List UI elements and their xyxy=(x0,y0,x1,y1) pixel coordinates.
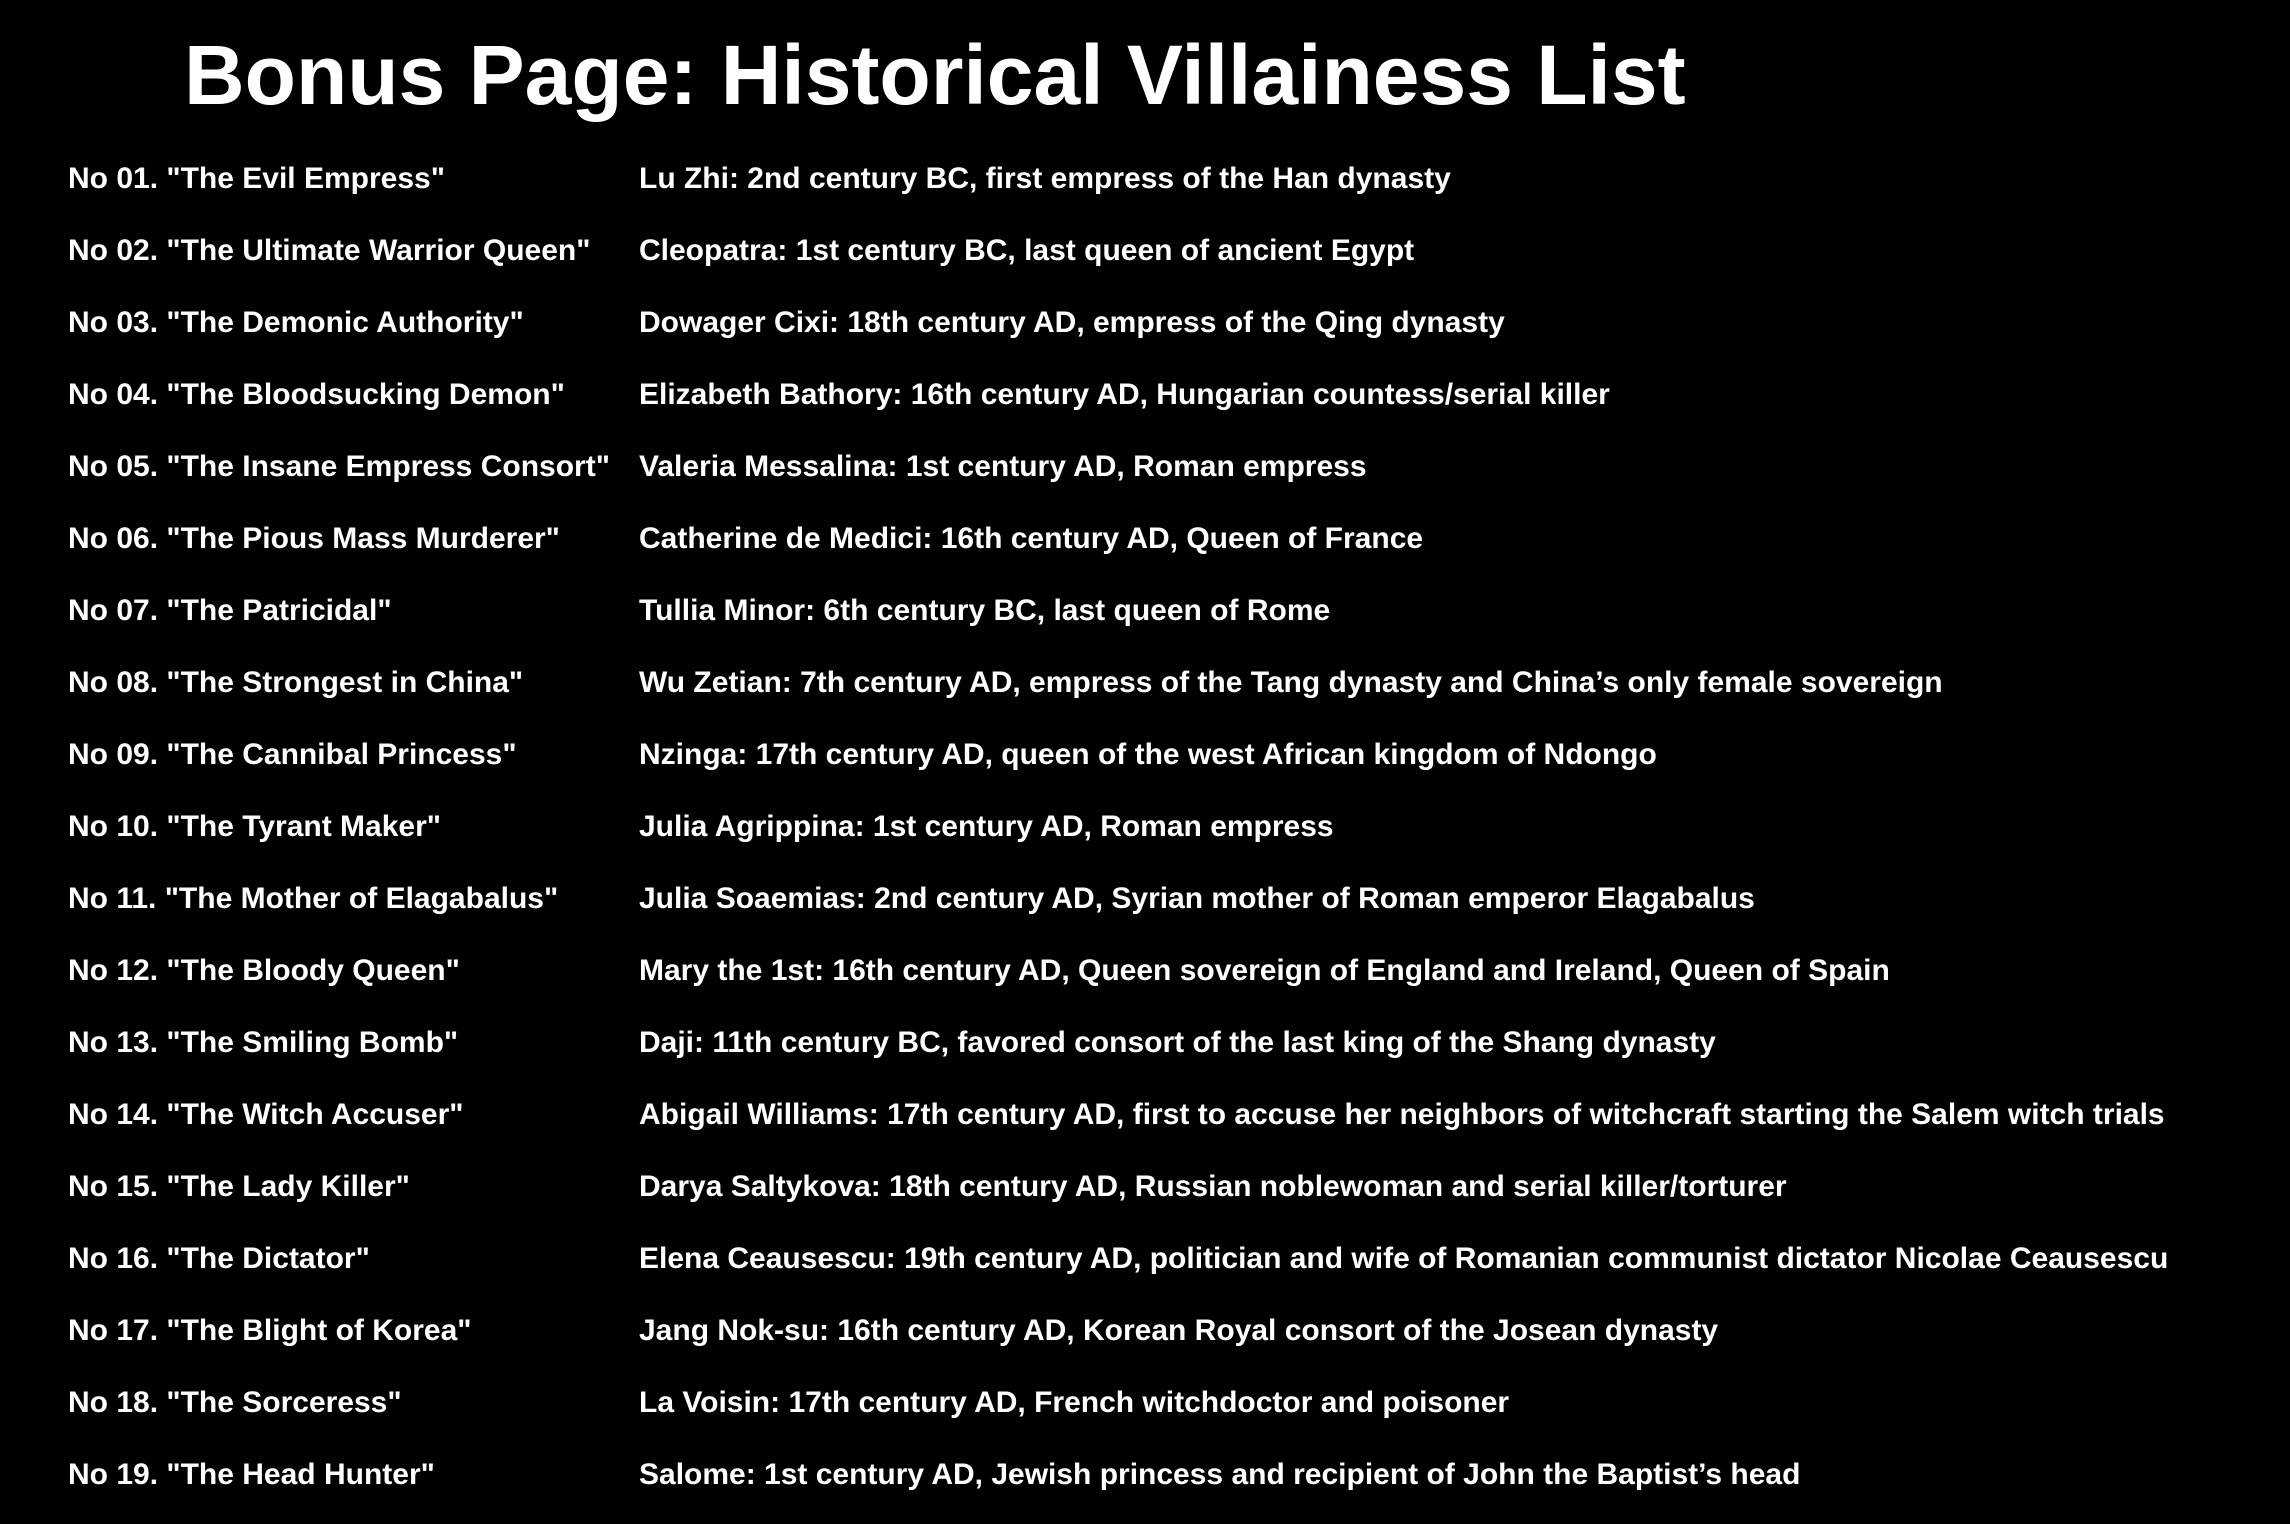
list-item xyxy=(68,660,2268,732)
list-item xyxy=(68,732,2268,804)
villain-epithet: No 09. "The Cannibal Princess" xyxy=(68,738,517,771)
villain-epithet: No 12. "The Bloody Queen" xyxy=(68,954,460,987)
villain-description: Darya Saltykova: 18th century AD, Russian noblewoman and serial killer/torturer xyxy=(639,1170,1787,1203)
villain-description: La Voisin: 17th century AD, French witchdoctor and poisoner xyxy=(639,1386,1510,1419)
villain-epithet: No 16. "The Dictator" xyxy=(68,1242,370,1275)
villain-description: Elizabeth Bathory: 16th century AD, Hungarian countess/serial killer xyxy=(639,378,1610,411)
list-item xyxy=(68,300,2268,372)
villain-epithet: No 05. "The Insane Empress Consort" xyxy=(68,450,610,483)
villain-description: Tullia Minor: 6th century BC, last queen of Rome xyxy=(639,594,1331,627)
villain-epithet: No 08. "The Strongest in China" xyxy=(68,666,524,699)
villain-epithet: No 15. "The Lady Killer" xyxy=(68,1170,410,1203)
villain-description: Wu Zetian: 7th century AD, empress of the Tang dynasty and China’s only female sovereign xyxy=(639,666,1943,699)
villain-description: Cleopatra: 1st century BC, last queen of ancient Egypt xyxy=(639,234,1415,267)
villain-description: Dowager Cixi: 18th century AD, empress of the Qing dynasty xyxy=(639,306,1505,339)
villain-description: Julia Agrippina: 1st century AD, Roman empress xyxy=(639,810,1334,843)
villain-epithet: No 17. "The Blight of Korea" xyxy=(68,1314,472,1347)
list-item xyxy=(68,948,2268,1020)
list-item xyxy=(68,1020,2268,1092)
villain-epithet: No 01. "The Evil Empress" xyxy=(68,162,445,195)
villain-description: Julia Soaemias: 2nd century AD, Syrian mother of Roman emperor Elagabalus xyxy=(639,882,1755,915)
villain-description: Mary the 1st: 16th century AD, Queen sovereign of England and Ireland, Queen of Spain xyxy=(639,954,1890,987)
villain-epithet: No 06. "The Pious Mass Murderer" xyxy=(68,522,560,555)
list-item xyxy=(68,372,2268,444)
villainess-list xyxy=(68,156,2268,1524)
villain-epithet: No 11. "The Mother of Elagabalus" xyxy=(68,882,559,915)
list-item xyxy=(68,1236,2268,1308)
villain-epithet: No 13. "The Smiling Bomb" xyxy=(68,1026,459,1059)
villain-epithet: No 19. "The Head Hunter" xyxy=(68,1458,435,1491)
list-item xyxy=(68,444,2268,516)
list-item xyxy=(68,228,2268,300)
villain-description: Jang Nok-su: 16th century AD, Korean Royal consort of the Josean dynasty xyxy=(639,1314,1719,1347)
villain-description: Valeria Messalina: 1st century AD, Roman empress xyxy=(639,450,1367,483)
villain-description: Elena Ceausescu: 19th century AD, politician and wife of Romanian communist dictator Nicolae Ceausescu xyxy=(639,1242,2169,1275)
villain-description: Catherine de Medici: 16th century AD, Queen of France xyxy=(639,522,1424,555)
page-title: Bonus Page: Historical Villainess List xyxy=(184,28,1686,122)
villain-description: Nzinga: 17th century AD, queen of the west African kingdom of Ndongo xyxy=(639,738,1657,771)
list-item xyxy=(68,1308,2268,1380)
villain-epithet: No 03. "The Demonic Authority" xyxy=(68,306,524,339)
list-item xyxy=(68,588,2268,660)
villain-epithet: No 18. "The Sorceress" xyxy=(68,1386,402,1419)
list-item xyxy=(68,1452,2268,1524)
list-item xyxy=(68,156,2268,228)
villain-description: Lu Zhi: 2nd century BC, first empress of the Han dynasty xyxy=(639,162,1451,195)
villain-description: Daji: 11th century BC, favored consort of the last king of the Shang dynasty xyxy=(639,1026,1716,1059)
villain-epithet: No 10. "The Tyrant Maker" xyxy=(68,810,441,843)
list-item xyxy=(68,1164,2268,1236)
list-item xyxy=(68,1092,2268,1164)
villain-epithet: No 07. "The Patricidal" xyxy=(68,594,392,627)
villain-description: Abigail Williams: 17th century AD, first to accuse her neighbors of witchcraft starting the Salem witch trials xyxy=(639,1098,2165,1131)
villain-description: Salome: 1st century AD, Jewish princess and recipient of John the Baptist’s head xyxy=(639,1458,1801,1491)
villain-epithet: No 14. "The Witch Accuser" xyxy=(68,1098,464,1131)
list-item xyxy=(68,804,2268,876)
villain-epithet: No 02. "The Ultimate Warrior Queen" xyxy=(68,234,591,267)
list-item xyxy=(68,516,2268,588)
list-item xyxy=(68,1380,2268,1452)
villain-epithet: No 04. "The Bloodsucking Demon" xyxy=(68,378,565,411)
list-item xyxy=(68,876,2268,948)
